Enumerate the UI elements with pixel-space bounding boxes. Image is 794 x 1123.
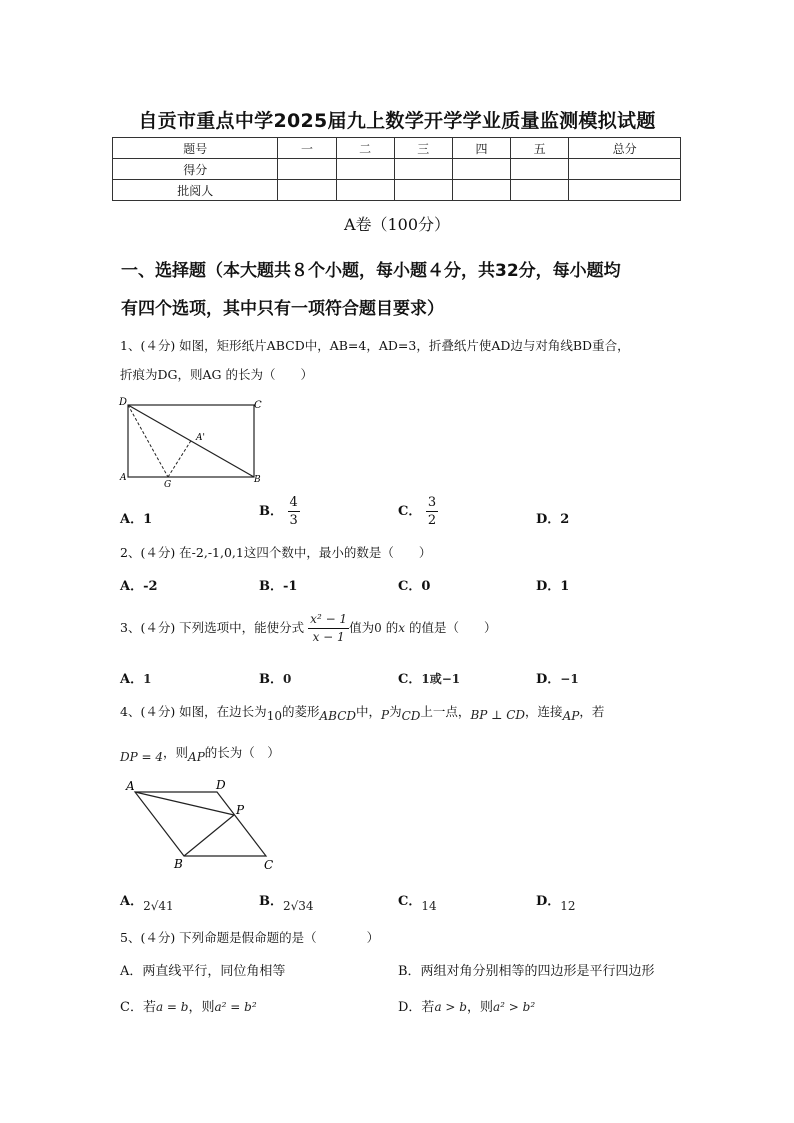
q4-math-bp-cd: BP ⊥ CD (470, 708, 526, 722)
score-table (112, 137, 681, 201)
score-table-header-row (113, 138, 681, 159)
label-g: G (164, 480, 172, 490)
q3-x: x (398, 621, 405, 635)
option-text: C．若 (120, 1000, 156, 1015)
option-letter: B． (259, 672, 283, 687)
q4-stem-line1 (120, 702, 605, 723)
part1-heading-line1: 一、选择题（本大题共８个小题，每小题４分，共32分，每小题均 (121, 261, 621, 281)
q4-math-abcd: ABCD (319, 709, 356, 723)
q4-stem-line2 (120, 743, 280, 764)
option-math: a > b (434, 1000, 467, 1014)
table-cell (336, 159, 394, 180)
numerator: x² − 1 (308, 611, 349, 629)
table-cell (278, 180, 336, 201)
q1-option-a[interactable]: A．1 (120, 512, 153, 527)
option-value: 1 (143, 672, 152, 686)
label-b: B (174, 857, 183, 871)
option-letter: B． (259, 504, 283, 519)
q5-option-a[interactable]: A．两直线平行，同位角相等 (120, 964, 286, 979)
option-letter: C． (398, 504, 422, 519)
option-letter: D． (536, 894, 561, 909)
option-math: a² > b² (492, 1000, 536, 1014)
option-value: 2√34 (283, 899, 314, 913)
option-letter: B． (259, 894, 283, 909)
q1-stem-line1: 1、(４分) 如图，矩形纸片ABCD中，AB=4，AD=3，折叠纸片使AD边与对角线BD重合， (120, 338, 630, 353)
option-letter: C． (398, 894, 422, 909)
q2-option-d[interactable]: D．1 (536, 579, 570, 594)
q2-option-c[interactable]: C．0 (398, 579, 431, 594)
label-p: P (236, 803, 245, 817)
numerator: 3 (427, 495, 437, 510)
option-text: ，则 (466, 1000, 493, 1015)
q4-text: 的菱形 (281, 704, 320, 719)
segment-bp (184, 815, 234, 856)
table-cell: 三 (394, 138, 452, 159)
option-math: a² = b² (214, 1000, 257, 1014)
q5-option-c[interactable] (120, 996, 257, 1015)
option-text: ，则 (188, 1000, 215, 1015)
q3-zero: 0 (374, 621, 382, 635)
option-letter: A． (120, 894, 144, 909)
q3-stem (120, 611, 496, 646)
part1-heading-line2: 有四个选项，其中只有一项符合题目要求） (121, 299, 444, 319)
q5-stem: 5、(４分) 下列命题是假命题的是（ ） (120, 930, 380, 945)
q3-option-c[interactable] (398, 668, 460, 687)
label-a: A (126, 779, 135, 793)
q4-text: 的长为（ ） (204, 745, 280, 760)
fraction (426, 494, 438, 529)
q4-text: ，则 (163, 745, 189, 760)
option-value: 1或−1 (421, 672, 461, 686)
table-cell: 得分 (113, 159, 278, 180)
q2-option-b[interactable]: B．-1 (259, 579, 298, 594)
q4-math-ap: AP (562, 709, 580, 723)
label-c: C (254, 400, 262, 411)
option-value: 12 (560, 899, 576, 913)
option-value: 2√41 (143, 899, 174, 913)
score-table-row (113, 180, 681, 201)
q4-option-a[interactable] (120, 890, 174, 913)
option-value: 14 (421, 899, 437, 913)
label-d: D (216, 778, 226, 792)
label-a: A (120, 473, 127, 483)
q3-option-b[interactable] (259, 668, 291, 687)
q4-rhombus-figure (118, 774, 284, 874)
q4-math-cd: CD (401, 709, 421, 723)
table-cell (394, 180, 452, 201)
label-c: C (264, 858, 274, 872)
table-cell (569, 180, 681, 201)
table-cell (394, 159, 452, 180)
q4-math-dp: DP = 4 (120, 750, 164, 764)
q4-math-p: P (381, 708, 390, 722)
q4-text: ，若 (579, 704, 605, 719)
q4-option-c[interactable] (398, 890, 437, 913)
q3-fraction (308, 611, 349, 646)
q4-text: 4、(４分) 如图，在边长为 (120, 704, 267, 719)
rhombus-abcd (135, 792, 266, 856)
option-letter: C． (398, 672, 422, 687)
label-a-prime: A' (196, 433, 205, 443)
q4-math-ap: AP (188, 750, 205, 764)
option-math: a = b (155, 1000, 189, 1014)
page-title: 自贡市重点中学2025届九上数学开学学业质量监测模拟试题 (138, 110, 656, 132)
score-table-row (113, 159, 681, 180)
q1-stem-line2: 折痕为DG，则AG 的长为（ ） (120, 367, 313, 382)
q3-prefix: 3、(４分) 下列选项中，能使分式 (120, 620, 305, 635)
q1-option-d[interactable]: D．2 (536, 512, 570, 527)
q4-option-b[interactable] (259, 890, 314, 913)
section-a-heading: A卷（100分） (343, 215, 451, 234)
label-b: B (254, 475, 261, 485)
numerator: 4 (289, 495, 298, 510)
q4-option-d[interactable] (536, 890, 576, 913)
q3-suffix: 的值是（ ） (405, 620, 497, 635)
table-cell (336, 180, 394, 201)
table-cell: 题号 (113, 138, 278, 159)
q5-option-d[interactable] (398, 996, 535, 1015)
q2-stem: 2、(４分) 在-2,-1,0,1这四个数中，最小的数是（ ） (120, 545, 432, 560)
table-cell (511, 159, 569, 180)
option-value: 0 (283, 672, 292, 686)
q1-rectangle-figure (112, 394, 272, 490)
option-value: −1 (560, 672, 579, 686)
q4-text: 中， (356, 704, 382, 719)
q4-text: 上一点， (420, 704, 471, 719)
table-cell (452, 159, 510, 180)
table-cell (278, 159, 336, 180)
option-text: D．若 (398, 1000, 435, 1015)
table-cell: 总分 (569, 138, 681, 159)
table-cell (511, 180, 569, 201)
q5-option-b[interactable]: B．两组对角分别相等的四边形是平行四边形 (398, 964, 655, 979)
table-cell (452, 180, 510, 201)
q4-text: 为 (389, 704, 402, 719)
option-letter: D． (536, 672, 561, 687)
q1-option-c[interactable] (398, 494, 438, 529)
q4-text: ，连接 (525, 704, 563, 719)
q4-math-10: 10 (266, 709, 282, 723)
q3-mid1: 值为 (349, 620, 375, 635)
q3-option-a[interactable] (120, 668, 151, 687)
table-cell: 二 (336, 138, 394, 159)
q2-option-a[interactable]: A．-2 (120, 579, 158, 594)
option-letter: A． (120, 672, 144, 687)
table-cell: 一 (278, 138, 336, 159)
table-cell (569, 159, 681, 180)
denominator: x − 1 (312, 630, 345, 644)
denominator: 3 (289, 513, 298, 528)
segment-ga (168, 439, 192, 477)
table-cell: 四 (452, 138, 510, 159)
denominator: 2 (427, 513, 437, 528)
table-cell: 五 (511, 138, 569, 159)
q3-mid2: 的 (381, 620, 399, 635)
q1-option-b[interactable] (259, 494, 300, 529)
label-d: D (119, 397, 128, 408)
table-cell: 批阅人 (113, 180, 278, 201)
fraction (288, 494, 300, 529)
q3-option-d[interactable] (536, 668, 579, 687)
